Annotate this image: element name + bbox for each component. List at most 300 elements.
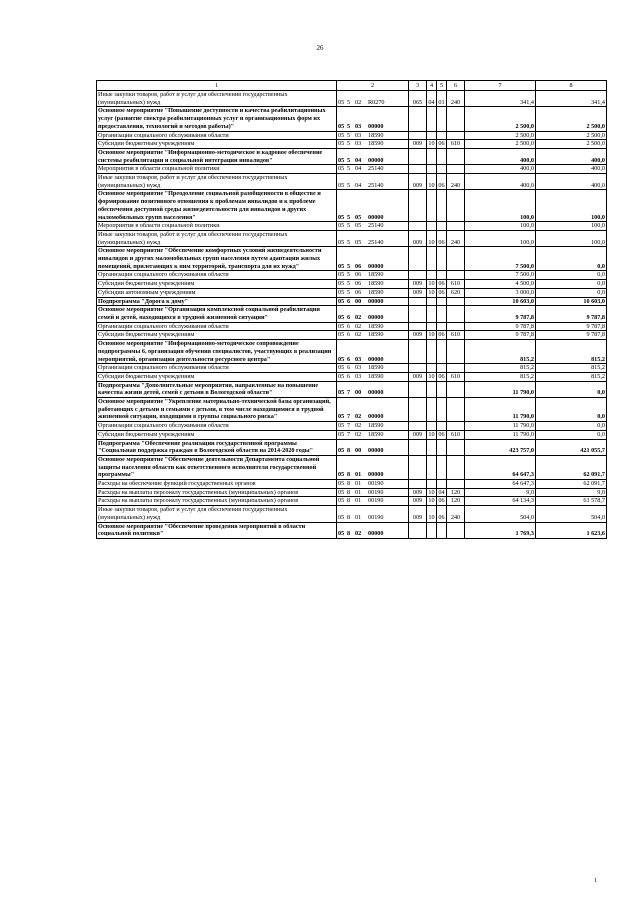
target-code-part: 05	[355, 222, 362, 230]
cell-amount-2: 815,2	[536, 340, 607, 364]
target-code-part: 18590	[368, 271, 384, 279]
cell-section: 10	[427, 174, 437, 190]
table-row	[97, 480, 607, 489]
target-code-parts	[338, 431, 383, 439]
cell-expense-type	[447, 340, 465, 364]
cell-target-code	[337, 107, 409, 131]
cell-name: Мероприятия в области социальной политики	[97, 165, 337, 174]
cell-amount-1: 64 647,3	[465, 455, 536, 479]
cell-name: Основное мероприятие "Повышение доступности и качества реабилитационных услуг (развитие спектра реабилитационных услуг и организационных форм их предоставления, технологий и методов работы)"	[97, 107, 337, 131]
cell-expense-type	[447, 364, 465, 373]
target-code-part: 00000	[368, 213, 384, 221]
cell-section	[427, 297, 437, 306]
cell-section: 10	[427, 230, 437, 246]
cell-amount-2: 1 623,6	[536, 522, 607, 538]
table-row	[97, 280, 607, 289]
target-code-parts	[338, 182, 383, 190]
cell-amount-2: 0,0	[536, 280, 607, 289]
cell-section	[427, 364, 437, 373]
header-cell-pr: 5	[437, 81, 447, 91]
table-row	[97, 430, 607, 439]
cell-name: Иные закупки товаров, работ и услуг для обеспечения государственных (муниципальных) нужд	[97, 506, 337, 522]
cell-subsection: 06	[438, 372, 445, 380]
cell-subsection	[437, 306, 447, 322]
cell-expense-type	[447, 131, 465, 140]
table-row	[97, 381, 607, 397]
cell-target-code	[337, 372, 409, 381]
cell-section	[427, 480, 437, 489]
table-row	[97, 372, 607, 381]
cell-amount-2: 9 787,8	[536, 322, 607, 331]
target-code-part: 5	[347, 140, 351, 148]
cell-name: Субсидии бюджетным учреждениям	[97, 280, 337, 289]
cell-name: Подпрограмма "Дополнительные мероприятия, направленные на повышение качества жизни детей, семей с детьми в Вологодской области"	[97, 381, 337, 397]
cell-amount-2: 10 603,0	[536, 297, 607, 306]
target-code-part: 05	[338, 271, 345, 279]
table-row	[97, 288, 607, 297]
target-code-part: 05	[355, 213, 362, 221]
target-code-part: 00000	[368, 262, 384, 270]
cell-amount-2: 61 578,7	[536, 497, 607, 506]
target-code-part: 05	[338, 165, 345, 173]
cell-subsection: 06	[438, 430, 445, 438]
cell-target-code	[337, 331, 409, 340]
cell-amount-1: 9 787,8	[465, 322, 536, 331]
cell-subsection	[437, 398, 447, 422]
target-code-part: 03	[355, 122, 362, 130]
cell-amount-2: 0,0	[536, 398, 607, 422]
cell-amount-1: 9,0	[465, 488, 536, 497]
table-row	[97, 506, 607, 522]
cell-section: 10	[428, 372, 435, 380]
cell-target-code	[337, 422, 409, 431]
cell-amount-1: 2 500,0	[465, 107, 536, 131]
target-code-part: 05	[338, 313, 345, 321]
target-code-part: 02	[355, 530, 362, 538]
target-code-part: 18590	[368, 430, 384, 438]
header-cell-value-1: 7	[465, 81, 536, 91]
cell-amount-2: 815,2	[536, 372, 607, 381]
target-code-part: 05	[338, 447, 345, 455]
cell-grbs: 009	[409, 140, 427, 149]
table-row	[97, 398, 607, 422]
cell-target-code	[337, 364, 409, 373]
cell-target-code	[337, 280, 409, 289]
target-code-part: 00190	[368, 513, 384, 521]
target-code-part: 02	[355, 422, 362, 430]
target-code-parts	[338, 271, 383, 279]
target-code-part: 05	[338, 389, 345, 397]
target-code-parts	[338, 497, 383, 505]
target-code-part: 05	[338, 364, 345, 372]
cell-name: Основное мероприятие "Информационно-методическое и кадровое обеспечение системы реабилитации и социальной интеграции инвалидов"	[97, 148, 337, 164]
target-code-part: 03	[355, 140, 362, 148]
cell-amount-2: 341,4	[536, 91, 607, 107]
target-code-parts	[338, 356, 383, 364]
target-code-part: 01	[355, 488, 362, 496]
target-code-parts	[338, 289, 383, 297]
target-code-parts	[338, 422, 383, 430]
target-code-parts	[338, 298, 383, 306]
cell-subsection	[437, 131, 447, 140]
target-code-part: 05	[338, 156, 345, 164]
target-code-parts	[338, 323, 383, 331]
cell-subsection	[437, 381, 447, 397]
cell-grbs	[409, 381, 427, 397]
target-code-part: 5	[347, 98, 351, 106]
target-code-part: 18590	[368, 364, 384, 372]
target-code-part: 00000	[368, 156, 384, 164]
target-code-part: 7	[347, 422, 351, 430]
cell-subsection	[437, 297, 447, 306]
cell-amount-1: 7 500,0	[465, 247, 536, 271]
target-code-part: 05	[338, 513, 345, 521]
target-code-part: 05	[355, 238, 362, 246]
cell-name: Подпрограмма "Дорога к дому"	[97, 297, 337, 306]
cell-expense-type	[447, 297, 465, 306]
table-row	[97, 148, 607, 164]
cell-amount-2: 0,0	[536, 288, 607, 297]
corner-mark: 1	[594, 878, 597, 884]
target-code-part: 05	[338, 422, 345, 430]
header-cell-value-2: 8	[536, 81, 607, 91]
cell-section	[427, 381, 437, 397]
cell-subsection: 06	[438, 280, 445, 288]
cell-amount-2: 400,0	[536, 165, 607, 174]
cell-expense-type	[447, 190, 465, 222]
target-code-part: 6	[347, 322, 351, 330]
cell-amount-1: 100,0	[465, 230, 536, 246]
target-code-part: 00000	[368, 530, 384, 538]
cell-expense-type: 240	[447, 91, 465, 107]
target-code-parts	[338, 373, 383, 381]
cell-subsection: 01	[437, 91, 447, 107]
target-code-part: 05	[338, 297, 345, 305]
cell-amount-2: 62 091,7	[536, 455, 607, 479]
cell-target-code	[337, 174, 409, 190]
cell-expense-type	[447, 247, 465, 271]
target-code-part: 18590	[368, 422, 384, 430]
target-code-part: 00000	[368, 355, 384, 363]
cell-subsection	[437, 364, 447, 373]
target-code-part: 8	[347, 530, 351, 538]
target-code-part: 18590	[368, 288, 384, 296]
cell-subsection: 04	[438, 488, 445, 496]
target-code-part: 00000	[368, 413, 384, 421]
target-code-part: 5	[347, 280, 351, 288]
cell-grbs	[409, 306, 427, 322]
target-code-part: 03	[355, 131, 362, 139]
target-code-parts	[338, 480, 383, 488]
cell-amount-1: 815,2	[465, 364, 536, 373]
cell-subsection: 06	[437, 174, 447, 190]
cell-amount-1: 100,0	[465, 222, 536, 231]
target-code-part: 05	[338, 488, 345, 496]
cell-grbs	[409, 165, 427, 174]
table-row	[97, 140, 607, 149]
cell-section	[427, 322, 437, 331]
cell-target-code	[337, 398, 409, 422]
cell-amount-1: 815,2	[465, 340, 536, 364]
target-code-part: 18590	[368, 280, 384, 288]
target-code-part: 00000	[368, 313, 384, 321]
cell-expense-type	[447, 148, 465, 164]
cell-grbs	[409, 297, 427, 306]
target-code-part: 5	[347, 156, 351, 164]
target-code-part: 05	[338, 430, 345, 438]
cell-amount-2: 62 091,7	[536, 480, 607, 489]
cell-target-code	[337, 297, 409, 306]
target-code-part: 02	[355, 322, 362, 330]
page-number: 26	[316, 44, 324, 52]
target-code-part: 5	[347, 213, 351, 221]
target-code-part: 04	[355, 156, 362, 164]
cell-expense-type	[447, 398, 465, 422]
table-row	[97, 190, 607, 222]
target-code-part: 00000	[368, 297, 384, 305]
table-row	[97, 439, 607, 455]
target-code-parts	[338, 140, 383, 148]
target-code-part: 00190	[368, 480, 384, 488]
cell-subsection	[437, 190, 447, 222]
cell-amount-1: 11 790,0	[465, 381, 536, 397]
cell-section: 10	[428, 497, 435, 505]
cell-amount-1: 64 647,3	[465, 480, 536, 489]
target-code-part: 05	[338, 280, 345, 288]
target-code-part: 03	[355, 372, 362, 380]
target-code-part: 05	[338, 140, 345, 148]
cell-subsection	[437, 165, 447, 174]
cell-subsection: 06	[438, 331, 445, 339]
cell-target-code	[337, 381, 409, 397]
target-code-part: 06	[355, 271, 362, 279]
target-code-part: 01	[355, 497, 362, 505]
cell-name: Расходы на выплаты персоналу государственных (муниципальных) органов	[97, 488, 337, 497]
budget-table	[96, 80, 607, 539]
target-code-part: 25140	[368, 181, 384, 189]
cell-name: Основное мероприятие "Укрепление материально-технической базы организаций, работающих с детьми и семьями с детьми, в том числе находящимися в трудной жизненной ситуации, входящими в группы социального риска"	[97, 398, 337, 422]
cell-name: Основное мероприятие "Преодоление социальной разобщенности в обществе и формирование позитивного отношения к проблемам инвалидов и к проблеме обеспечения доступной среды жизнедеятельности для инвалидов и других маломобильных групп населения"	[97, 190, 337, 222]
target-code-parts	[338, 214, 383, 222]
cell-target-code	[337, 322, 409, 331]
cell-expense-type: 610	[447, 372, 465, 381]
header-cell-name: 1	[97, 81, 337, 91]
target-code-part: 18590	[368, 331, 384, 339]
target-code-parts	[338, 314, 383, 322]
cell-expense-type	[447, 107, 465, 131]
cell-section	[427, 148, 437, 164]
target-code-part: 05	[338, 288, 345, 296]
cell-expense-type: 620	[447, 288, 465, 297]
cell-amount-1: 9 787,8	[465, 306, 536, 322]
cell-expense-type: 120	[447, 497, 465, 506]
cell-subsection	[437, 340, 447, 364]
target-code-part: 7	[347, 430, 351, 438]
target-code-part: 5	[347, 165, 351, 173]
cell-section	[427, 271, 437, 280]
cell-name: Основное мероприятие "Обеспечение деятельности Департамента социальной защиты населения области как ответственного исполнителя государственной программы"	[97, 455, 337, 479]
cell-expense-type: 610	[447, 280, 465, 289]
cell-expense-type: 240	[447, 506, 465, 522]
cell-grbs: 009	[409, 331, 427, 340]
target-code-part: 05	[338, 372, 345, 380]
target-code-part: 6	[347, 364, 351, 372]
cell-expense-type	[447, 480, 465, 489]
table-row	[97, 340, 607, 364]
cell-target-code	[337, 455, 409, 479]
cell-grbs: 009	[409, 497, 427, 506]
target-code-part: 05	[338, 122, 345, 130]
cell-grbs	[409, 480, 427, 489]
target-code-parts	[338, 364, 383, 372]
target-code-parts	[338, 530, 383, 538]
target-code-part: 04	[355, 165, 362, 173]
target-code-part: 05	[338, 480, 345, 488]
cell-grbs: 009	[409, 280, 427, 289]
cell-grbs	[409, 148, 427, 164]
cell-amount-1: 2 500,0	[465, 140, 536, 149]
cell-target-code	[337, 165, 409, 174]
target-code-part: R0270	[368, 98, 385, 106]
target-code-part: 8	[347, 480, 351, 488]
cell-name: Основное мероприятие "Организация комплексной социальной реабилитации семей и детей, находящихся в трудной жизненной ситуации"	[97, 306, 337, 322]
cell-amount-2: 100,0	[536, 222, 607, 231]
cell-grbs: 009	[409, 430, 427, 439]
cell-grbs: 009	[409, 488, 427, 497]
target-code-part: 05	[338, 213, 345, 221]
cell-name: Субсидии бюджетным учреждениям	[97, 140, 337, 149]
cell-expense-type	[447, 422, 465, 431]
cell-target-code	[337, 288, 409, 297]
cell-amount-2: 100,0	[536, 190, 607, 222]
table-row	[97, 364, 607, 373]
cell-amount-2: 0,0	[536, 381, 607, 397]
cell-name: Основное мероприятие "Информационно-методическое сопровождение подпрограммы 6, организация обучения специалистов, участвующих в реализации мероприятий, организация деятельности ресурсного центра"	[97, 340, 337, 364]
cell-name: Субсидии автономным учреждениям	[97, 288, 337, 297]
target-code-part: 8	[347, 488, 351, 496]
cell-expense-type: 240	[447, 230, 465, 246]
target-code-parts	[338, 489, 383, 497]
target-code-part: 01	[355, 471, 362, 479]
cell-target-code	[337, 488, 409, 497]
target-code-part: 6	[347, 355, 351, 363]
cell-name: Расходы на выплаты персоналу государственных (муниципальных) органов	[97, 497, 337, 506]
cell-grbs: 065	[409, 91, 427, 107]
table-row	[97, 322, 607, 331]
cell-name: Организации социального обслуживания области	[97, 422, 337, 431]
cell-subsection	[437, 480, 447, 489]
cell-amount-2: 815,2	[536, 364, 607, 373]
cell-subsection	[437, 455, 447, 479]
table-row	[97, 91, 607, 107]
cell-grbs: 009	[409, 372, 427, 381]
cell-subsection: 06	[437, 230, 447, 246]
cell-amount-2: 0,0	[536, 271, 607, 280]
cell-expense-type	[447, 271, 465, 280]
cell-target-code	[337, 131, 409, 140]
target-code-part: 03	[355, 355, 362, 363]
cell-name: Основное мероприятие "Обеспечение проведения мероприятий в области социальной политики"	[97, 522, 337, 538]
cell-amount-1: 11 790,0	[465, 398, 536, 422]
cell-expense-type: 610	[447, 331, 465, 340]
target-code-part: 25140	[368, 222, 384, 230]
cell-section	[427, 222, 437, 231]
target-code-part: 18590	[368, 131, 384, 139]
target-code-part: 02	[355, 98, 362, 106]
target-code-parts	[338, 263, 383, 271]
cell-expense-type	[447, 165, 465, 174]
cell-grbs	[409, 190, 427, 222]
cell-name: Субсидии бюджетным учреждениям	[97, 331, 337, 340]
table-row	[97, 306, 607, 322]
target-code-part: 05	[338, 131, 345, 139]
cell-subsection	[437, 107, 447, 131]
cell-section	[427, 522, 437, 538]
cell-target-code	[337, 430, 409, 439]
cell-subsection	[437, 271, 447, 280]
target-code-parts	[338, 222, 383, 230]
table-row	[97, 271, 607, 280]
target-code-part: 06	[355, 262, 362, 270]
cell-amount-1: 64 134,3	[465, 497, 536, 506]
target-code-part: 00000	[368, 447, 384, 455]
cell-name: Иные закупки товаров, работ и услуг для обеспечения государственных (муниципальных) нужд	[97, 230, 337, 246]
target-code-part: 5	[347, 222, 351, 230]
cell-section: 04	[427, 91, 437, 107]
cell-grbs	[409, 455, 427, 479]
target-code-part: 00	[355, 447, 362, 455]
cell-grbs	[409, 398, 427, 422]
cell-name: Основное мероприятие "Обеспечение комфортных условий жизнедеятельности инвалидов и других маломобильных групп населения путем адаптации жилых помещений, прилегающих к ним территорий, транспорта для их нужд"	[97, 247, 337, 271]
cell-name: Иные закупки товаров, работ и услуг для обеспечения государственных (муниципальных) нужд	[97, 91, 337, 107]
table-row	[97, 107, 607, 131]
cell-section	[427, 247, 437, 271]
cell-target-code	[337, 271, 409, 280]
target-code-part: 02	[355, 313, 362, 321]
target-code-part: 7	[347, 413, 351, 421]
cell-grbs	[409, 271, 427, 280]
cell-amount-2: 2 500,0	[536, 107, 607, 131]
cell-grbs	[409, 107, 427, 131]
cell-name: Расходы на обеспечение функций государственных органов	[97, 480, 337, 489]
target-code-part: 03	[355, 364, 362, 372]
cell-expense-type	[447, 222, 465, 231]
cell-amount-2: 9,0	[536, 488, 607, 497]
cell-section	[427, 107, 437, 131]
target-code-part: 05	[338, 222, 345, 230]
cell-amount-1: 2 500,0	[465, 131, 536, 140]
cell-amount-1: 1 769,3	[465, 522, 536, 538]
target-code-part: 00	[355, 389, 362, 397]
target-code-parts	[338, 514, 383, 522]
cell-subsection: 06	[438, 288, 445, 296]
cell-name: Субсидии бюджетным учреждениям	[97, 430, 337, 439]
target-code-parts	[338, 471, 383, 479]
cell-section: 10	[428, 140, 435, 148]
table-row	[97, 455, 607, 479]
cell-expense-type	[447, 306, 465, 322]
target-code-part: 00190	[368, 497, 384, 505]
cell-section	[427, 422, 437, 431]
cell-section	[427, 340, 437, 364]
cell-section	[427, 131, 437, 140]
cell-target-code	[337, 522, 409, 538]
target-code-part: 06	[355, 288, 362, 296]
target-code-parts	[338, 280, 383, 288]
target-code-parts	[338, 447, 383, 455]
cell-amount-1: 400,0	[465, 148, 536, 164]
target-code-part: 5	[347, 262, 351, 270]
